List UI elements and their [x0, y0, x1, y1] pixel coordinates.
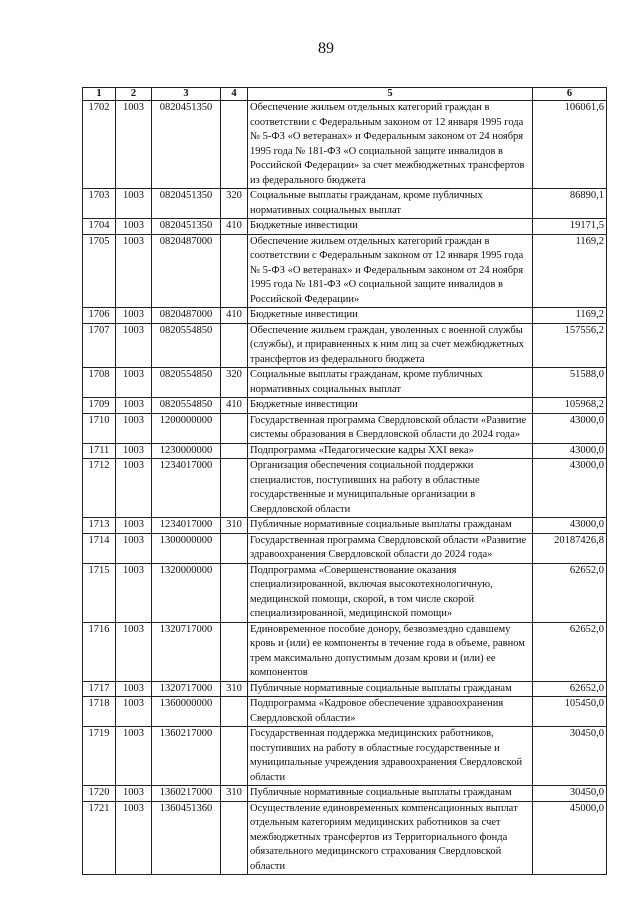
section-code: 1003	[116, 563, 152, 622]
item-name: Бюджетные инвестиции	[248, 308, 533, 324]
expense-type-code: 310	[221, 518, 248, 534]
row-number: 1713	[83, 518, 116, 534]
expense-type-code	[221, 801, 248, 875]
amount: 105450,0	[533, 697, 607, 727]
target-article-code: 1320000000	[152, 563, 221, 622]
item-name: Обеспечение жильем отдельных категорий граждан в соответствии с Федеральным законом от 12 января 1995 года № 5-ФЗ «О ветеранах» и Федеральным законом от 24 ноября 1995 года № 181-ФЗ «О социальной защите инвалидов в Российской Федерации»	[248, 234, 533, 308]
target-article-code: 0820451350	[152, 101, 221, 189]
target-article-code: 1320717000	[152, 681, 221, 697]
section-code: 1003	[116, 368, 152, 398]
table-header-row	[83, 88, 607, 101]
section-code: 1003	[116, 101, 152, 189]
table-row	[83, 368, 607, 398]
table-row	[83, 697, 607, 727]
section-code: 1003	[116, 786, 152, 802]
expense-type-code: 410	[221, 219, 248, 235]
row-number: 1719	[83, 727, 116, 786]
amount: 62652,0	[533, 622, 607, 681]
expense-type-code	[221, 727, 248, 786]
section-code: 1003	[116, 622, 152, 681]
row-number: 1704	[83, 219, 116, 235]
section-code: 1003	[116, 727, 152, 786]
row-number: 1721	[83, 801, 116, 875]
section-code: 1003	[116, 413, 152, 443]
expense-type-code	[221, 234, 248, 308]
table-row	[83, 413, 607, 443]
item-name: Государственная поддержка медицинских работников, поступивших на работу в областные государственные и муниципальные учреждения здравоохранения Свердловской области	[248, 727, 533, 786]
row-number: 1702	[83, 101, 116, 189]
expense-type-code	[221, 443, 248, 459]
amount: 30450,0	[533, 727, 607, 786]
row-number: 1710	[83, 413, 116, 443]
amount: 43000,0	[533, 518, 607, 534]
row-number: 1709	[83, 398, 116, 414]
section-code: 1003	[116, 234, 152, 308]
table-row	[83, 443, 607, 459]
amount: 45000,0	[533, 801, 607, 875]
row-number: 1711	[83, 443, 116, 459]
section-code: 1003	[116, 398, 152, 414]
amount: 157556,2	[533, 323, 607, 368]
table-row	[83, 234, 607, 308]
item-name: Социальные выплаты гражданам, кроме публичных нормативных социальных выплат	[248, 189, 533, 219]
expense-type-code	[221, 697, 248, 727]
amount: 20187426,8	[533, 533, 607, 563]
amount: 105968,2	[533, 398, 607, 414]
header-col-4: 4	[221, 88, 248, 101]
section-code: 1003	[116, 801, 152, 875]
amount: 19171,5	[533, 219, 607, 235]
row-number: 1712	[83, 459, 116, 518]
expense-type-code: 410	[221, 308, 248, 324]
item-name: Публичные нормативные социальные выплаты гражданам	[248, 518, 533, 534]
target-article-code: 0820451350	[152, 189, 221, 219]
target-article-code: 1360217000	[152, 727, 221, 786]
table-row	[83, 786, 607, 802]
table-row	[83, 622, 607, 681]
target-article-code: 0820554850	[152, 323, 221, 368]
expense-type-code	[221, 323, 248, 368]
section-code: 1003	[116, 189, 152, 219]
expense-type-code	[221, 101, 248, 189]
page-number: 89	[318, 40, 334, 57]
header-col-6: 6	[533, 88, 607, 101]
item-name: Подпрограмма «Совершенствование оказания специализированной, включая высокотехнологичную, медицинской помощи, скорой, в том числе скорой специализированной, медицинской помощи»	[248, 563, 533, 622]
table-row	[83, 727, 607, 786]
table-row	[83, 801, 607, 875]
table-row	[83, 681, 607, 697]
table-row	[83, 398, 607, 414]
amount: 30450,0	[533, 786, 607, 802]
amount: 43000,0	[533, 443, 607, 459]
header-col-3: 3	[152, 88, 221, 101]
target-article-code: 1234017000	[152, 518, 221, 534]
section-code: 1003	[116, 697, 152, 727]
item-name: Социальные выплаты гражданам, кроме публичных нормативных социальных выплат	[248, 368, 533, 398]
section-code: 1003	[116, 443, 152, 459]
target-article-code: 1200000000	[152, 413, 221, 443]
target-article-code: 0820451350	[152, 219, 221, 235]
target-article-code: 1360451360	[152, 801, 221, 875]
target-article-code: 1320717000	[152, 622, 221, 681]
item-name: Подпрограмма «Педагогические кадры XXI века»	[248, 443, 533, 459]
section-code: 1003	[116, 308, 152, 324]
header-col-5: 5	[248, 88, 533, 101]
row-number: 1706	[83, 308, 116, 324]
amount: 86890,1	[533, 189, 607, 219]
target-article-code: 1360000000	[152, 697, 221, 727]
expense-type-code: 310	[221, 786, 248, 802]
header-col-2: 2	[116, 88, 152, 101]
header-col-1: 1	[83, 88, 116, 101]
row-number: 1703	[83, 189, 116, 219]
target-article-code: 1230000000	[152, 443, 221, 459]
table-body	[83, 101, 607, 875]
item-name: Бюджетные инвестиции	[248, 398, 533, 414]
section-code: 1003	[116, 459, 152, 518]
target-article-code: 1300000000	[152, 533, 221, 563]
table-row	[83, 533, 607, 563]
row-number: 1720	[83, 786, 116, 802]
table-row	[83, 101, 607, 189]
item-name: Подпрограмма «Кадровое обеспечение здравоохранения Свердловской области»	[248, 697, 533, 727]
budget-table	[82, 87, 607, 875]
expense-type-code	[221, 622, 248, 681]
amount: 62652,0	[533, 563, 607, 622]
table-row	[83, 189, 607, 219]
section-code: 1003	[116, 518, 152, 534]
row-number: 1707	[83, 323, 116, 368]
row-number: 1714	[83, 533, 116, 563]
table-row	[83, 518, 607, 534]
amount: 43000,0	[533, 413, 607, 443]
row-number: 1718	[83, 697, 116, 727]
item-name: Бюджетные инвестиции	[248, 219, 533, 235]
expense-type-code: 320	[221, 189, 248, 219]
item-name: Публичные нормативные социальные выплаты гражданам	[248, 786, 533, 802]
table-row	[83, 459, 607, 518]
section-code: 1003	[116, 681, 152, 697]
row-number: 1708	[83, 368, 116, 398]
section-code: 1003	[116, 533, 152, 563]
target-article-code: 1234017000	[152, 459, 221, 518]
item-name: Организация обеспечения социальной поддержки специалистов, поступивших на работу в областные государственные и муниципальные организации в Свердловской области	[248, 459, 533, 518]
item-name: Единовременное пособие донору, безвозмездно сдавшему кровь и (или) ее компоненты в течение года в объеме, равном трем максимально допустимым дозам крови и (или) ее компонентов	[248, 622, 533, 681]
amount: 1169,2	[533, 308, 607, 324]
target-article-code: 0820487000	[152, 308, 221, 324]
item-name: Публичные нормативные социальные выплаты гражданам	[248, 681, 533, 697]
table-row	[83, 563, 607, 622]
expense-type-code	[221, 533, 248, 563]
target-article-code: 1360217000	[152, 786, 221, 802]
expense-type-code: 320	[221, 368, 248, 398]
item-name: Государственная программа Свердловской области «Развитие здравоохранения Свердловской области до 2024 года»	[248, 533, 533, 563]
table-row	[83, 308, 607, 324]
section-code: 1003	[116, 219, 152, 235]
target-article-code: 0820554850	[152, 368, 221, 398]
item-name: Государственная программа Свердловской области «Развитие системы образования в Свердловской области до 2024 года»	[248, 413, 533, 443]
table-row	[83, 323, 607, 368]
row-number: 1705	[83, 234, 116, 308]
target-article-code: 0820554850	[152, 398, 221, 414]
row-number: 1715	[83, 563, 116, 622]
expense-type-code	[221, 413, 248, 443]
item-name: Обеспечение жильем отдельных категорий граждан в соответствии с Федеральным законом от 12 января 1995 года № 5-ФЗ «О ветеранах» и Федеральным законом от 24 ноября 1995 года № 181-ФЗ «О социальной защите инвалидов в Российской Федерации» за счет межбюджетных трансфертов из федерального бюджета	[248, 101, 533, 189]
section-code: 1003	[116, 323, 152, 368]
expense-type-code: 310	[221, 681, 248, 697]
amount: 106061,6	[533, 101, 607, 189]
item-name: Осуществление единовременных компенсационных выплат отдельным категориям медицинских работников за счет межбюджетных трансфертов из Территориального фонда обязательного медицинского страхования Свердловской области	[248, 801, 533, 875]
amount: 62652,0	[533, 681, 607, 697]
table-row	[83, 219, 607, 235]
expense-type-code	[221, 459, 248, 518]
row-number: 1716	[83, 622, 116, 681]
expense-type-code: 410	[221, 398, 248, 414]
amount: 51588,0	[533, 368, 607, 398]
expense-type-code	[221, 563, 248, 622]
item-name: Обеспечение жильем граждан, уволенных с военной службы (службы), и приравненных к ним лиц за счет межбюджетных трансфертов из федерального бюджета	[248, 323, 533, 368]
row-number: 1717	[83, 681, 116, 697]
target-article-code: 0820487000	[152, 234, 221, 308]
amount: 43000,0	[533, 459, 607, 518]
amount: 1169,2	[533, 234, 607, 308]
